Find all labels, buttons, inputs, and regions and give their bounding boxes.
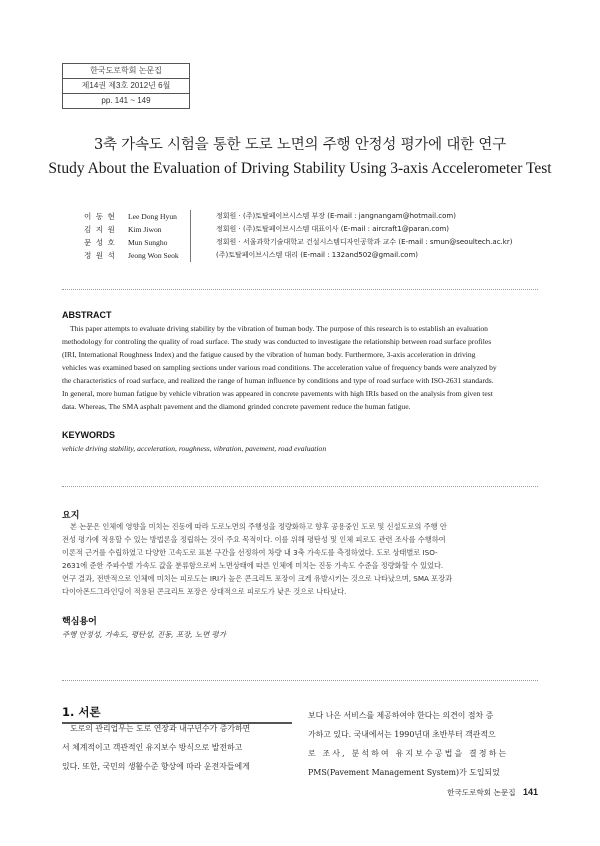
summary-heading: 요지 (62, 510, 80, 520)
abstract-heading: ABSTRACT (62, 310, 112, 320)
intro-line: 있다. 또한, 국민의 생활수준 향상에 따라 운전자들에게 (62, 762, 250, 771)
keywords-heading: KEYWORDS (62, 430, 116, 440)
journal-info-box (62, 63, 190, 109)
author-name-korean: 정 원 석 (84, 251, 116, 260)
intro-line: 로 조사, 분석하여 유지보수공법을 결정하는 (308, 749, 509, 758)
author-name-english: Kim Jiwon (128, 225, 162, 234)
intro-line: 보다 나은 서비스를 제공하여야 한다는 의견이 점차 증 (308, 711, 494, 720)
intro-column-right (308, 706, 538, 782)
keywords-ko-heading: 핵심용어 (62, 616, 97, 626)
intro-line: PMS(Pavement Management System)가 도입되었 (308, 768, 500, 777)
keywords-text: vehicle driving stability, acceleration, roughness, vibration, pavement, road evaluation (62, 444, 327, 453)
intro-heading: 1. 서론 (62, 705, 101, 719)
separator (62, 289, 538, 290)
keywords-ko-text: 주행 안정성, 가속도, 평탄성, 진동, 포장, 노면 평가 (62, 630, 226, 639)
journal-pages: pp. 141 ~ 149 (63, 93, 189, 108)
abstract-line: data. Whereas, The SMA asphalt pavement and the diamond grinded concrete pavement reduce the human fatigue. (62, 402, 411, 411)
intro-line: 가하고 있다. 국내에서는 1990년대 초반부터 객관적으 (308, 730, 496, 739)
journal-volume: 제14권 제3호 2012년 6월 (63, 78, 189, 93)
abstract-body (62, 322, 538, 413)
intro-line: 도로의 관리업무는 도로 연장과 내구년수가 증가하면 (70, 724, 251, 733)
abstract-line: In general, more human fatigue by vehicle vibration was appeared in concrete pavements with high IRIs based on the analysis from given test (62, 389, 493, 398)
summary-line: 본 논문은 인체에 영향을 미치는 진동에 따라 도로노면의 주행성을 정량화하고 향후 공용중인 도로 및 신설도로의 주행 안 (70, 522, 447, 531)
abstract-line: methodology for controling the quality of road surface. The study was conducted to investigate the relationship between road surface profiles (62, 337, 492, 346)
author-affiliation: 정회원 · (주)토탈페이브시스템 부장 (E-mail : jangnangam@hotmail.com) (216, 212, 456, 220)
abstract-line: the characteristics of road surface, and realized the range of human influence by conditions and type of road surface with ISO-2631 standards. (62, 376, 494, 385)
title-korean: 3축 가속도 시험을 통한 도로 노면의 주행 안정성 평가에 대한 연구 (93, 137, 507, 153)
author-name-korean: 문 성 호 (84, 238, 116, 247)
separator (62, 680, 538, 681)
author-name-korean: 이 동 현 (84, 212, 116, 221)
summary-line: 전성 평가에 적용할 수 있는 방법론을 정립하는 것이 주요 목적이다. 이를 위해 평탄성 및 인체 피로도 관련 조사를 수행하여 (62, 535, 446, 544)
abstract-line: This paper attempts to evaluate driving stability by the vibration of human body. The purpose of this research is to establish an evaluation (70, 324, 488, 333)
summary-line: 2631에 준한 주파수별 가속도 값을 분류함으로써 노면상태에 따른 인체에 미치는 진동 가속도 수준을 정량화할 수 있었다. (62, 561, 444, 570)
abstract-line: (IRI, International Roughness Index) and the fatigue caused by the vibration of human body. Furthermore, 3-axis acceleration in driving (62, 350, 476, 359)
page-footer (447, 787, 538, 798)
author-affiliation: (주)토탈페이브시스템 대리 (E-mail : 132and502@gmail.com) (216, 251, 419, 259)
summary-body (62, 520, 538, 598)
summary-line: 연구 결과, 전반적으로 인체에 미치는 피로도는 IRI가 높은 콘크리트 포장이 크게 유발시키는 것으로 나타났으며, SMA 포장과 (62, 574, 453, 583)
author-name-english: Mun Sungho (128, 238, 168, 247)
author-name-english: Jeong Won Seok (128, 251, 179, 260)
abstract-line: vehicles was examined based on sampling sections under various road conditions. The acceleration value of frequency bands were analyzed by (62, 363, 497, 372)
author-affiliation: 정회원 · (주)토탈페이브시스템 대표이사 (E-mail : aircraft1@paran.com) (216, 225, 450, 233)
intro-column-left (62, 719, 292, 776)
summary-line: 이론적 근거를 수립하였고 다양한 고속도로 표본 구간을 선정하여 차량 내 3축 가속도를 측정하였다. 도로 상태별로 ISO- (62, 548, 438, 557)
separator (62, 486, 538, 487)
author-affiliation: 정회원 · 서울과학기술대학교 건설시스템디자인공학과 교수 (E-mail : smun@seoultech.ac.kr) (216, 238, 513, 246)
intro-line: 서 체계적이고 객관적인 유지보수 방식으로 발전하고 (62, 743, 243, 752)
author-name-korean: 김 지 원 (84, 225, 116, 234)
title-english: Study About the Evaluation of Driving Stability Using 3-axis Accelerometer Test (48, 160, 552, 177)
author-divider (190, 210, 191, 262)
summary-line: 다이아몬드그라인딩이 적용된 콘크리트 포장은 상대적으로 피로도가 낮은 것으로 나타났다. (62, 587, 347, 596)
footer-journal: 한국도로학회 논문집 (447, 788, 516, 797)
journal-name: 한국도로학회 논문집 (90, 66, 162, 75)
page-number: 141 (522, 787, 538, 797)
author-name-english: Lee Dong Hyun (128, 212, 177, 221)
